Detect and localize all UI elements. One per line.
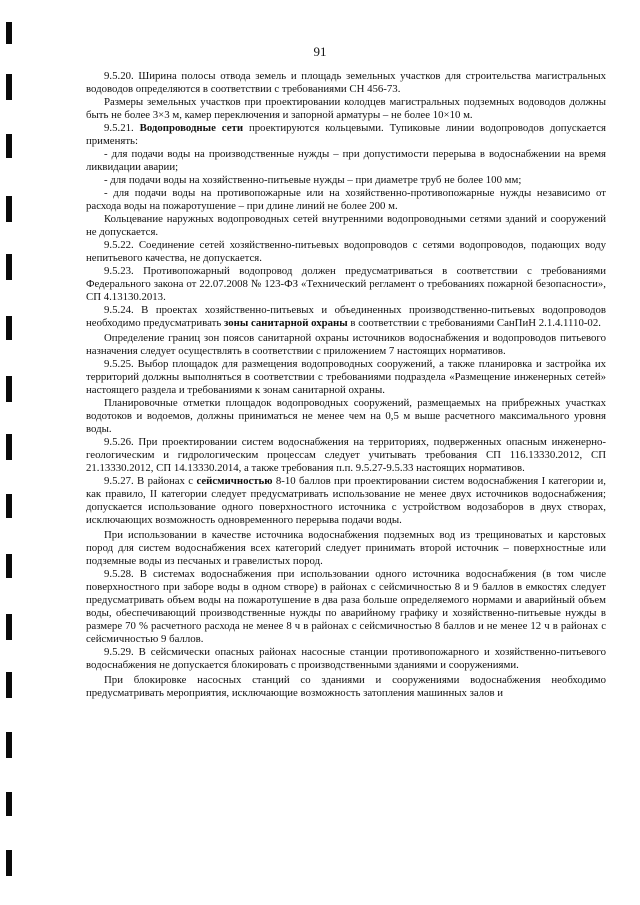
paragraph: 9.5.26. При проектировании систем водоснабжения на территориях, подверженных опасным инженерно-геологическим и гидрологическим процессам следует учитывать требования СП 116.13330.2012, СП 21.13330.2012, СП 14.13330.2014, а также требования п.п. 9.5.27-9.5.33 настоящих нормативов.	[86, 436, 606, 474]
binding-mark	[6, 376, 12, 402]
paragraph	[86, 304, 606, 330]
binding-mark	[6, 134, 12, 158]
list-item: - для подачи воды на хозяйственно-питьевые нужды – при диаметре труб не более 100 мм;	[104, 174, 522, 186]
binding-mark	[6, 316, 12, 340]
binding-mark	[6, 614, 12, 640]
paragraph	[86, 122, 606, 148]
binding-mark	[6, 254, 12, 280]
binding-mark	[6, 74, 12, 100]
body-text	[86, 70, 606, 700]
paragraph: 9.5.23. Противопожарный водопровод должен предусматриваться в соответствии с требованиями Федерального закона от 22.07.2008 № 123-ФЗ «Технический регламент о требованиях пожарной безопасности», СП 4.13130.2013.	[86, 265, 606, 303]
paragraph: При блокировке насосных станций со зданиями и сооружениями водоснабжения необходимо предусматривать мероприятия, исключающие возможность затопления машинных залов и	[86, 674, 606, 699]
binding-mark	[6, 850, 12, 876]
paragraph-suffix: проектируются кольцевыми. Тупиковые линии водопроводов допускается применять:	[86, 122, 607, 147]
binding-marks	[6, 0, 16, 905]
page-number: 91	[313, 44, 327, 59]
bold-term: сейсмичностью	[196, 475, 273, 487]
paragraph: Размеры земельных участков при проектировании колодцев магистральных подземных водоводов должны быть не более 3×3 м, камер переключения и запорной арматуры – не более 10×10 м.	[86, 96, 606, 121]
binding-mark	[6, 434, 12, 460]
binding-mark	[6, 672, 12, 698]
paragraph-prefix: 9.5.21.	[104, 122, 140, 134]
paragraph-prefix: 9.5.27. В районах с	[104, 475, 197, 487]
paragraph: 9.5.29. В сейсмически опасных районах насосные станции противопожарного и хозяйственно-питьевого водоснабжения не допускается блокировать с производственными зданиями и сооружениями.	[86, 646, 606, 671]
binding-mark	[6, 554, 12, 578]
paragraph-prefix: 9.5.24. В проектах хозяйственно-питьевых и объединенных производственно-питьевых водопроводов необходимо предусматривать	[86, 304, 606, 329]
paragraph-suffix: в соответствии с требованиями СанПиН 2.1.4.1110-02.	[347, 317, 601, 329]
paragraph: 9.5.20. Ширина полосы отвода земель и площадь земельных участков для строительства магистральных водоводов определяются в соответствии с требованиями СН 456-73.	[86, 70, 606, 95]
paragraph: Определение границ зон поясов санитарной охраны источников водоснабжения и водопроводов питьевого назначения следует осуществлять в соответствии с приложением 7 настоящих нормативов.	[86, 332, 606, 357]
paragraph: 9.5.22. Соединение сетей хозяйственно-питьевых водопроводов с сетями водопроводов, подающих воду непитьевого качества, не допускается.	[86, 239, 606, 264]
paragraph: При использовании в качестве источника водоснабжения подземных вод из трещиноватых и карстовых пород для систем водоснабжения всех категорий следует принимать второй источник – поверхностные или подземные воды из песчаных и гравелистых пород.	[86, 529, 606, 567]
bold-term: Водопроводные сети	[139, 122, 244, 134]
binding-mark	[6, 494, 12, 518]
paragraph: 9.5.28. В системах водоснабжения при использовании одного источника водоснабжения (в том числе поверхностного при заборе воды в одном створе) в районах с сейсмичностью 8 и 9 баллов в емкостях следует предусматривать объем воды на пожаротушение в два раза больше определяемого нормами и аварийный объем воды, обеспечивающий производственные нужды по аварийному графику и хозяйственно-питьевые нужды в размере 70 % расчетного расхода не менее 8 ч в районах с сейсмичностью 8 баллов и не менее 12 ч в районах с сейсмичностью 9 баллов.	[86, 568, 606, 645]
list-item: - для подачи воды на производственные нужды – при допустимости перерыва в водоснабжении на время ликвидации аварии;	[86, 148, 606, 173]
paragraph: Кольцевание наружных водопроводных сетей внутренними водопроводными сетями зданий и сооружений не допускается.	[86, 213, 606, 238]
paragraph: Планировочные отметки площадок водопроводных сооружений, размещаемых на прибрежных участках водотоков и водоемов, должны приниматься не менее чем на 0,5 м выше расчетного максимального уровня воды.	[86, 397, 606, 435]
binding-mark	[6, 792, 12, 816]
bold-term: зоны санитарной охраны	[223, 317, 348, 329]
binding-mark	[6, 22, 12, 44]
binding-mark	[6, 732, 12, 758]
paragraph: 9.5.25. Выбор площадок для размещения водопроводных сооружений, а также планировка и застройка их территорий должны выполняться в соответствии с требованиями подраздела «Размещение инженерных сетей» настоящего раздела и требованиями к зонам санитарной охраны.	[86, 358, 606, 396]
paragraph	[86, 475, 606, 527]
paragraph-suffix: 8-10 баллов при проектировании систем водоснабжения I категории и, как правило, II категории следует предусматривать использование не менее двух источников водоснабжения; допускается использование одного поверхностного источника с устройством водозаборов в двух створах, исключающих возможность одновременного перерыва подачи воды.	[86, 475, 606, 526]
list-item: - для подачи воды на противопожарные или на хозяйственно-противопожарные нужды независимо от расхода воды на пожаротушение – при длине линий не более 200 м.	[86, 187, 606, 212]
binding-mark	[6, 196, 12, 222]
